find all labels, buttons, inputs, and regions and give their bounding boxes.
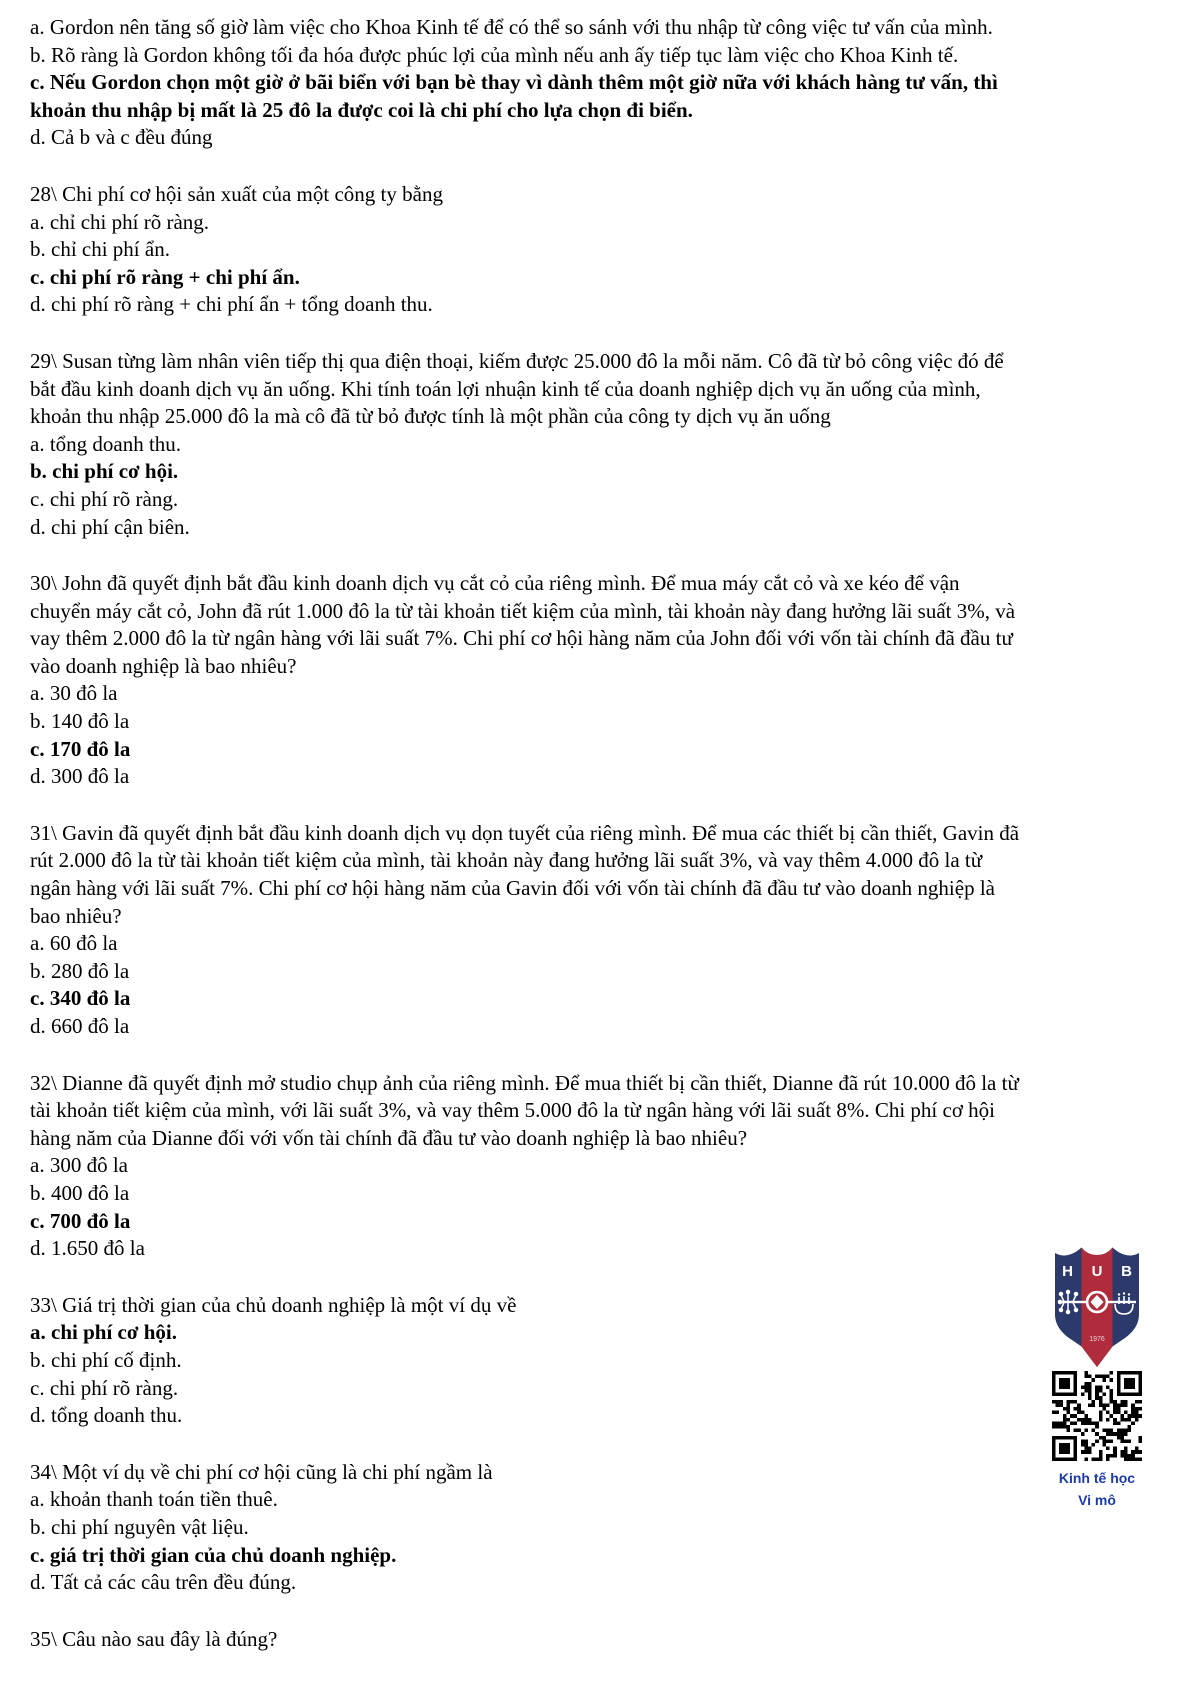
q31: [30, 820, 1170, 1041]
q33: [30, 1292, 1170, 1430]
q28: [30, 181, 1170, 319]
q29-line-7: d. chi phí cận biên.: [30, 514, 190, 539]
q30-line-8: d. 300 đô la: [30, 764, 130, 789]
q30-line-5: a. 30 đô la: [30, 681, 118, 706]
q33-line-5: d. tổng doanh thu.: [30, 1403, 183, 1428]
q28-line-2: a. chỉ chi phí rõ ràng.: [30, 209, 210, 234]
q29: [30, 348, 1170, 541]
q31-line-7: c. 340 đô la: [30, 986, 131, 1011]
q27-options-line-1: a. Gordon nên tăng số giờ làm việc cho Khoa Kinh tế để có thể so sánh với thu nhập từ công việc tư vấn của mình.: [30, 15, 993, 39]
q31-line-6: b. 280 đô la: [30, 958, 130, 983]
branding-column: [1030, 1242, 1164, 1511]
q27-options-line-2: b. Rõ ràng là Gordon không tối đa hóa được phúc lợi của mình nếu anh ấy tiếp tục làm việc cho Khoa Kinh tế.: [30, 42, 959, 67]
q33-line-4: c. chi phí rõ ràng.: [30, 1375, 179, 1400]
q34-line-1: 34\ Một ví dụ về chi phí cơ hội cũng là chi phí ngầm là: [30, 1459, 493, 1484]
q32-line-6: c. 700 đô la: [30, 1208, 131, 1233]
q34: [30, 1459, 1170, 1597]
q35-line-1: 35\ Câu nào sau đây là đúng?: [30, 1626, 278, 1651]
q33-line-3: b. chi phí cố định.: [30, 1347, 182, 1372]
q30-line-3: vay thêm 2.000 đô la từ ngân hàng với lãi suất 7%. Chi phí cơ hội hàng năm của John đối với vốn tài chính đã đầu tư: [30, 626, 1013, 651]
q29-line-2: bắt đầu kinh doanh dịch vụ ăn uống. Khi tính toán lợi nhuận kinh tế của doanh nghiệp dịch vụ ăn uống của mình,: [30, 376, 981, 401]
q32-line-7: d. 1.650 đô la: [30, 1236, 145, 1261]
q28-line-3: b. chỉ chi phí ẩn.: [30, 237, 170, 262]
q29-line-4: a. tổng doanh thu.: [30, 431, 182, 456]
logo-letter-h: H: [1062, 1263, 1073, 1280]
q31-line-4: bao nhiêu?: [30, 903, 122, 928]
q34-line-3: b. chi phí nguyên vật liệu.: [30, 1514, 249, 1539]
hub-logo: [1053, 1242, 1141, 1368]
q27-options: [30, 14, 1170, 152]
q30-line-7: c. 170 đô la: [30, 736, 131, 761]
question-text-column: [30, 14, 1170, 1653]
qr-caption-line2: Vi mô: [1078, 1492, 1116, 1508]
q27-options-line-3: c. Nếu Gordon chọn một giờ ở bãi biển với bạn bè thay vì dành thêm một giờ nữa với khách hàng tư vấn, thì: [30, 70, 998, 95]
qr-code: [1052, 1371, 1142, 1461]
q33-line-1: 33\ Giá trị thời gian của chủ doanh nghiệp là một ví dụ về: [30, 1292, 517, 1317]
q30-line-2: chuyển máy cắt cỏ, John đã rút 1.000 đô la từ tài khoản tiết kiệm của mình, tài khoản này đang hưởng lãi suất 3%, và: [30, 598, 1016, 623]
q28-line-5: d. chi phí rõ ràng + chi phí ẩn + tổng doanh thu.: [30, 292, 433, 317]
qr-caption-line1: Kinh tế học: [1058, 1470, 1136, 1486]
q29-line-1: 29\ Susan từng làm nhân viên tiếp thị qua điện thoại, kiếm được 25.000 đô la mỗi năm. Cô đã từ bỏ công việc đó để: [30, 348, 1004, 373]
q28-line-1: 28\ Chi phí cơ hội sản xuất của một công ty bằng: [30, 181, 443, 206]
q31-line-1: 31\ Gavin đã quyết định bắt đầu kinh doanh dịch vụ dọn tuyết của riêng mình. Để mua các thiết bị cần thiết, Gavin đã: [30, 820, 1020, 845]
shield-letters: [1062, 1263, 1132, 1280]
q31-line-3: ngân hàng với lãi suất 7%. Chi phí cơ hội hàng năm của Gavin đối với vốn tài chính đã đầu tư vào doanh nghiệp là: [30, 876, 995, 901]
logo-year: 1976: [1089, 1336, 1105, 1343]
q32-line-1: 32\ Dianne đã quyết định mở studio chụp ảnh của riêng mình. Để mua thiết bị cần thiết, Dianne đã rút 10.000 đô la từ: [30, 1070, 1019, 1095]
q32-line-2: tài khoản tiết kiệm của mình, với lãi suất 3%, và vay thêm 5.000 đô la từ ngân hàng với lãi suất 8%. Chi phí cơ hội: [30, 1098, 996, 1123]
q29-line-6: c. chi phí rõ ràng.: [30, 486, 179, 511]
q31-line-5: a. 60 đô la: [30, 931, 118, 956]
q30: [30, 570, 1170, 791]
q35: [30, 1626, 1170, 1654]
q29-line-5: b. chi phí cơ hội.: [30, 459, 179, 484]
q33-line-2: a. chi phí cơ hội.: [30, 1320, 177, 1345]
q34-line-5: d. Tất cả các câu trên đều đúng.: [30, 1570, 297, 1595]
q31-line-8: d. 660 đô la: [30, 1014, 130, 1038]
q27-options-line-4: khoản thu nhập bị mất là 25 đô la được coi là chi phí cho lựa chọn đi biển.: [30, 97, 693, 122]
qr-caption: [1030, 1467, 1164, 1511]
q34-line-4: c. giá trị thời gian của chủ doanh nghiệp.: [30, 1542, 397, 1567]
q30-line-1: 30\ John đã quyết định bắt đầu kinh doanh dịch vụ cắt cỏ của riêng mình. Để mua máy cắt cỏ và xe kéo để vận: [30, 571, 960, 596]
q31-line-2: rút 2.000 đô la từ tài khoản tiết kiệm của mình, tài khoản này đang hưởng lãi suất 3%, và vay thêm 4.000 đô la từ: [30, 848, 983, 873]
q28-line-4: c. chi phí rõ ràng + chi phí ẩn.: [30, 264, 300, 289]
q32-line-4: a. 300 đô la: [30, 1153, 128, 1178]
q32-line-5: b. 400 đô la: [30, 1180, 130, 1205]
q29-line-3: khoản thu nhập 25.000 đô la mà cô đã từ bỏ được tính là một phần của công ty dịch vụ ăn uống: [30, 404, 831, 429]
q30-line-4: vào doanh nghiệp là bao nhiêu?: [30, 653, 297, 678]
q27-options-line-5: d. Cả b và c đều đúng: [30, 125, 213, 150]
logo-letter-u: U: [1091, 1263, 1103, 1280]
logo-letter-b: B: [1121, 1263, 1132, 1280]
q34-line-2: a. khoản thanh toán tiền thuê.: [30, 1487, 278, 1512]
q32-line-3: hàng năm của Dianne đối với vốn tài chính đã đầu tư vào doanh nghiệp là bao nhiêu?: [30, 1125, 748, 1150]
q32: [30, 1070, 1170, 1263]
diamond-emblem-icon: [1086, 1291, 1109, 1314]
q30-line-6: b. 140 đô la: [30, 709, 130, 734]
